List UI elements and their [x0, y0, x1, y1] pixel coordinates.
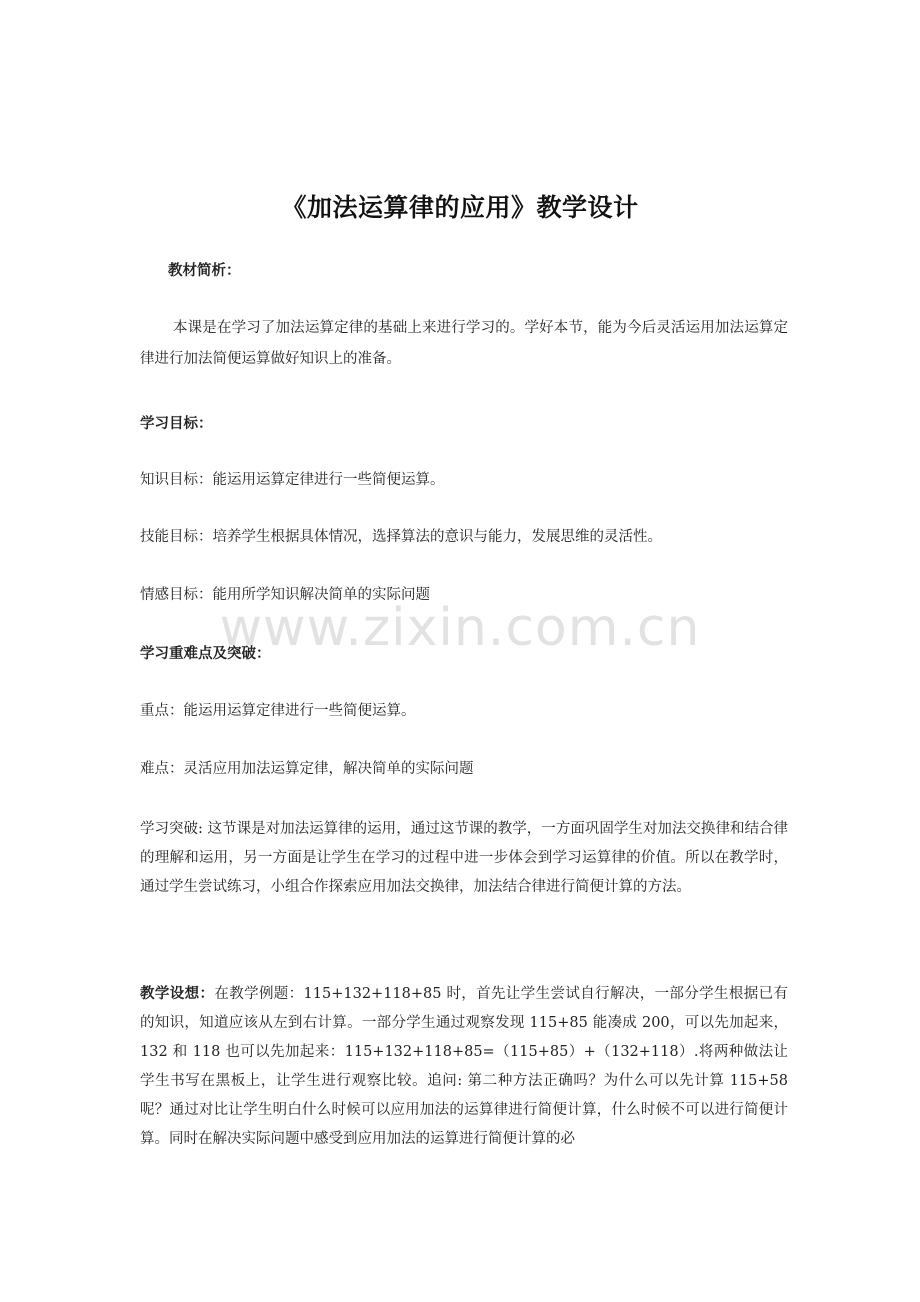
goal-knowledge: 知识目标：能运用运算定律进行一些简便运算。 [140, 472, 445, 488]
watermark: www.zixin.com.cn [219, 598, 701, 658]
difficult-point: 难点：灵活应用加法运算定律，解决简单的实际问题 [140, 761, 474, 777]
design-text: 在教学例题：115+132+118+85 时，首先让学生尝试自行解决，一部分学生根据已有的知识，知道应该从左到右计算。一部分学生通过观察发现 115+85 能凑成 200，可以先加起来，132 和 118 也可以先加起来：115+132+118+85=（115+85）+（132+118）.将两种做法让学生书写在黑板上，让学生进行观察比较。追问: 第二种方法正确吗？为什么可以先计算 115+58 呢？通过对比让学生明白什么时候可以应用加法的运算律进行简便计算，什么时候不可以进行简便计算。同时在解决实际问题中感受到应用加法的运算进行简便计算的必 [140, 986, 788, 1147]
material-paragraph: 本课是在学习了加法运算定律的基础上来进行学习的。学好本节，能为今后灵活运用加法运算定律进行加法简便运算做好知识上的准备。 [140, 320, 788, 367]
key-point: 重点：能运用运算定律进行一些简便运算。 [140, 703, 416, 719]
section-heading-goals: 学习目标： [140, 416, 213, 432]
goal-emotion: 情感目标：能用所学知识解决简单的实际问题 [140, 587, 430, 603]
section-heading-material: 教材简析： [168, 263, 241, 279]
document-title: 《加法运算律的应用》教学设计 [281, 193, 639, 222]
section-heading-key-points: 学习重难点及突破： [140, 646, 271, 662]
design-label: 教学设想： [140, 986, 215, 1002]
design-paragraph [140, 980, 788, 1154]
goal-skill: 技能目标：培养学生根据具体情况，选择算法的意识与能力，发展思维的灵活性。 [140, 529, 662, 545]
breakthrough-paragraph: 学习突破: 这节课是对加法运算律的运用，通过这节课的教学，一方面巩固学生对加法交换律和结合律的理解和运用，另一方面是让学生在学习的过程中进一步体会到学习运算律的价值。所以在教学时，通过学生尝试练习，小组合作探索应用加法交换律，加法结合律进行简便计算的方法。 [140, 821, 788, 895]
